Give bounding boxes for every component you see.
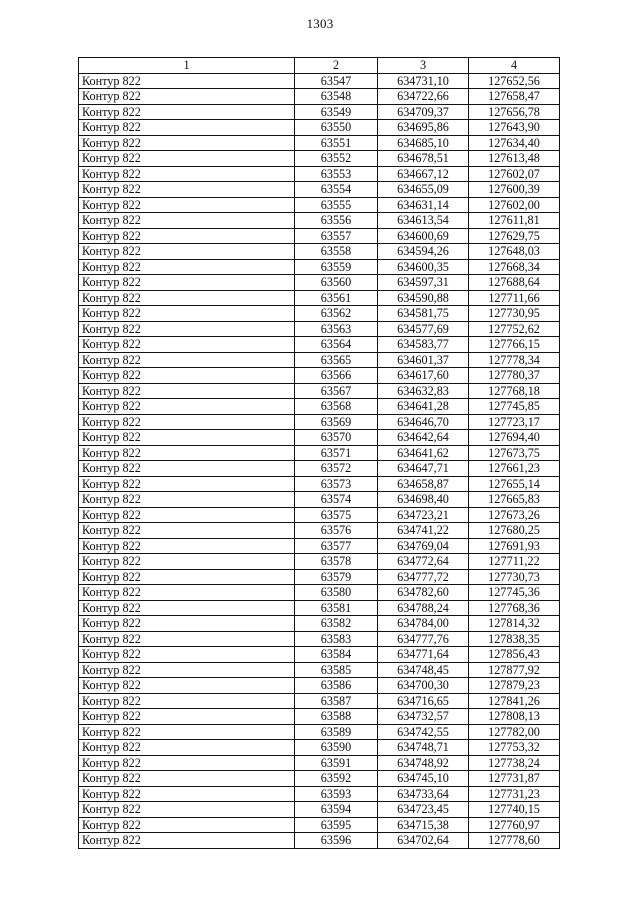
contour-name-cell: Контур 822 xyxy=(79,337,295,353)
contour-name-cell: Контур 822 xyxy=(79,786,295,802)
table-row xyxy=(79,678,560,694)
table-row xyxy=(79,569,560,585)
table-row xyxy=(79,538,560,554)
table-row xyxy=(79,507,560,523)
x-coordinate-cell: 634748,92 xyxy=(378,755,469,771)
table-row xyxy=(79,104,560,120)
y-coordinate-cell: 127760,97 xyxy=(469,817,560,833)
contour-name-cell: Контур 822 xyxy=(79,445,295,461)
table-row xyxy=(79,321,560,337)
point-number-cell: 63579 xyxy=(295,569,378,585)
contour-name-cell: Контур 822 xyxy=(79,631,295,647)
table-row xyxy=(79,755,560,771)
contour-name-cell: Контур 822 xyxy=(79,135,295,151)
y-coordinate-cell: 127745,36 xyxy=(469,585,560,601)
table-row xyxy=(79,693,560,709)
y-coordinate-cell: 127652,56 xyxy=(469,73,560,89)
x-coordinate-cell: 634642,64 xyxy=(378,430,469,446)
x-coordinate-cell: 634732,57 xyxy=(378,709,469,725)
contour-name-cell: Контур 822 xyxy=(79,73,295,89)
y-coordinate-cell: 127602,07 xyxy=(469,166,560,182)
x-coordinate-cell: 634597,31 xyxy=(378,275,469,291)
table-row xyxy=(79,151,560,167)
y-coordinate-cell: 127766,15 xyxy=(469,337,560,353)
y-coordinate-cell: 127643,90 xyxy=(469,120,560,136)
x-coordinate-cell: 634745,10 xyxy=(378,771,469,787)
point-number-cell: 63588 xyxy=(295,709,378,725)
y-coordinate-cell: 127656,78 xyxy=(469,104,560,120)
table-row xyxy=(79,662,560,678)
table-row xyxy=(79,337,560,353)
y-coordinate-cell: 127694,40 xyxy=(469,430,560,446)
point-number-cell: 63558 xyxy=(295,244,378,260)
x-coordinate-cell: 634748,71 xyxy=(378,740,469,756)
point-number-cell: 63559 xyxy=(295,259,378,275)
table-row xyxy=(79,383,560,399)
point-number-cell: 63581 xyxy=(295,600,378,616)
table-row xyxy=(79,786,560,802)
contour-name-cell: Контур 822 xyxy=(79,647,295,663)
x-coordinate-cell: 634594,26 xyxy=(378,244,469,260)
point-number-cell: 63566 xyxy=(295,368,378,384)
point-number-cell: 63568 xyxy=(295,399,378,415)
point-number-cell: 63583 xyxy=(295,631,378,647)
point-number-cell: 63589 xyxy=(295,724,378,740)
point-number-cell: 63576 xyxy=(295,523,378,539)
table-row xyxy=(79,182,560,198)
point-number-cell: 63561 xyxy=(295,290,378,306)
point-number-cell: 63593 xyxy=(295,786,378,802)
y-coordinate-cell: 127814,32 xyxy=(469,616,560,632)
table-row xyxy=(79,290,560,306)
table-row xyxy=(79,740,560,756)
table-row xyxy=(79,135,560,151)
contour-name-cell: Контур 822 xyxy=(79,430,295,446)
y-coordinate-cell: 127661,23 xyxy=(469,461,560,477)
contour-name-cell: Контур 822 xyxy=(79,259,295,275)
table-row xyxy=(79,197,560,213)
point-number-cell: 63580 xyxy=(295,585,378,601)
point-number-cell: 63567 xyxy=(295,383,378,399)
y-coordinate-cell: 127879,23 xyxy=(469,678,560,694)
table-row xyxy=(79,368,560,384)
x-coordinate-cell: 634655,09 xyxy=(378,182,469,198)
point-number-cell: 63562 xyxy=(295,306,378,322)
table-row xyxy=(79,523,560,539)
table-row xyxy=(79,476,560,492)
contour-name-cell: Контур 822 xyxy=(79,523,295,539)
x-coordinate-cell: 634722,66 xyxy=(378,89,469,105)
y-coordinate-cell: 127731,87 xyxy=(469,771,560,787)
table-row xyxy=(79,259,560,275)
x-coordinate-cell: 634731,10 xyxy=(378,73,469,89)
y-coordinate-cell: 127778,34 xyxy=(469,352,560,368)
y-coordinate-cell: 127778,60 xyxy=(469,833,560,849)
point-number-cell: 63557 xyxy=(295,228,378,244)
contour-name-cell: Контур 822 xyxy=(79,383,295,399)
table-row xyxy=(79,616,560,632)
x-coordinate-cell: 634700,30 xyxy=(378,678,469,694)
table-row xyxy=(79,554,560,570)
y-coordinate-cell: 127808,13 xyxy=(469,709,560,725)
y-coordinate-cell: 127723,17 xyxy=(469,414,560,430)
y-coordinate-cell: 127745,85 xyxy=(469,399,560,415)
table-row xyxy=(79,802,560,818)
contour-name-cell: Контур 822 xyxy=(79,151,295,167)
y-coordinate-cell: 127856,43 xyxy=(469,647,560,663)
column-header-1: 1 xyxy=(79,58,295,74)
x-coordinate-cell: 634771,64 xyxy=(378,647,469,663)
x-coordinate-cell: 634601,37 xyxy=(378,352,469,368)
x-coordinate-cell: 634772,64 xyxy=(378,554,469,570)
contour-name-cell: Контур 822 xyxy=(79,244,295,260)
contour-name-cell: Контур 822 xyxy=(79,709,295,725)
contour-name-cell: Контур 822 xyxy=(79,554,295,570)
y-coordinate-cell: 127673,26 xyxy=(469,507,560,523)
coordinates-table xyxy=(78,57,560,849)
y-coordinate-cell: 127688,64 xyxy=(469,275,560,291)
x-coordinate-cell: 634646,70 xyxy=(378,414,469,430)
x-coordinate-cell: 634631,14 xyxy=(378,197,469,213)
column-header-2: 2 xyxy=(295,58,378,74)
contour-name-cell: Контур 822 xyxy=(79,89,295,105)
contour-name-cell: Контур 822 xyxy=(79,399,295,415)
y-coordinate-cell: 127602,00 xyxy=(469,197,560,213)
y-coordinate-cell: 127730,73 xyxy=(469,569,560,585)
x-coordinate-cell: 634709,37 xyxy=(378,104,469,120)
contour-name-cell: Контур 822 xyxy=(79,492,295,508)
y-coordinate-cell: 127877,92 xyxy=(469,662,560,678)
point-number-cell: 63590 xyxy=(295,740,378,756)
point-number-cell: 63571 xyxy=(295,445,378,461)
point-number-cell: 63594 xyxy=(295,802,378,818)
table-row xyxy=(79,461,560,477)
contour-name-cell: Контур 822 xyxy=(79,182,295,198)
x-coordinate-cell: 634784,00 xyxy=(378,616,469,632)
x-coordinate-cell: 634577,69 xyxy=(378,321,469,337)
table-row xyxy=(79,430,560,446)
table-row xyxy=(79,833,560,849)
table-row xyxy=(79,771,560,787)
table-row xyxy=(79,492,560,508)
point-number-cell: 63548 xyxy=(295,89,378,105)
table-header-row xyxy=(79,58,560,74)
x-coordinate-cell: 634667,12 xyxy=(378,166,469,182)
contour-name-cell: Контур 822 xyxy=(79,476,295,492)
y-coordinate-cell: 127600,39 xyxy=(469,182,560,198)
contour-name-cell: Контур 822 xyxy=(79,321,295,337)
contour-name-cell: Контур 822 xyxy=(79,352,295,368)
y-coordinate-cell: 127753,32 xyxy=(469,740,560,756)
y-coordinate-cell: 127841,26 xyxy=(469,693,560,709)
contour-name-cell: Контур 822 xyxy=(79,461,295,477)
point-number-cell: 63549 xyxy=(295,104,378,120)
table-row xyxy=(79,213,560,229)
point-number-cell: 63551 xyxy=(295,135,378,151)
point-number-cell: 63577 xyxy=(295,538,378,554)
contour-name-cell: Контур 822 xyxy=(79,724,295,740)
x-coordinate-cell: 634583,77 xyxy=(378,337,469,353)
contour-name-cell: Контур 822 xyxy=(79,740,295,756)
table-row xyxy=(79,306,560,322)
contour-name-cell: Контур 822 xyxy=(79,833,295,849)
y-coordinate-cell: 127680,25 xyxy=(469,523,560,539)
point-number-cell: 63565 xyxy=(295,352,378,368)
table-row xyxy=(79,275,560,291)
point-number-cell: 63578 xyxy=(295,554,378,570)
table-row xyxy=(79,600,560,616)
x-coordinate-cell: 634741,22 xyxy=(378,523,469,539)
table-row xyxy=(79,817,560,833)
point-number-cell: 63554 xyxy=(295,182,378,198)
y-coordinate-cell: 127665,83 xyxy=(469,492,560,508)
x-coordinate-cell: 634641,28 xyxy=(378,399,469,415)
table-row xyxy=(79,166,560,182)
point-number-cell: 63582 xyxy=(295,616,378,632)
table-row xyxy=(79,585,560,601)
contour-name-cell: Контур 822 xyxy=(79,166,295,182)
table-row xyxy=(79,120,560,136)
point-number-cell: 63569 xyxy=(295,414,378,430)
table-row xyxy=(79,244,560,260)
y-coordinate-cell: 127658,47 xyxy=(469,89,560,105)
x-coordinate-cell: 634702,64 xyxy=(378,833,469,849)
y-coordinate-cell: 127613,48 xyxy=(469,151,560,167)
x-coordinate-cell: 634748,45 xyxy=(378,662,469,678)
y-coordinate-cell: 127648,03 xyxy=(469,244,560,260)
table-row xyxy=(79,73,560,89)
table-row xyxy=(79,414,560,430)
x-coordinate-cell: 634617,60 xyxy=(378,368,469,384)
y-coordinate-cell: 127668,34 xyxy=(469,259,560,275)
point-number-cell: 63572 xyxy=(295,461,378,477)
table-row xyxy=(79,647,560,663)
point-number-cell: 63575 xyxy=(295,507,378,523)
column-header-3: 3 xyxy=(378,58,469,74)
point-number-cell: 63573 xyxy=(295,476,378,492)
x-coordinate-cell: 634581,75 xyxy=(378,306,469,322)
page-number: 1303 xyxy=(306,16,334,31)
table-row xyxy=(79,445,560,461)
point-number-cell: 63584 xyxy=(295,647,378,663)
x-coordinate-cell: 634695,86 xyxy=(378,120,469,136)
x-coordinate-cell: 634632,83 xyxy=(378,383,469,399)
contour-name-cell: Контур 822 xyxy=(79,802,295,818)
table-row xyxy=(79,709,560,725)
contour-name-cell: Контур 822 xyxy=(79,228,295,244)
contour-name-cell: Контур 822 xyxy=(79,538,295,554)
y-coordinate-cell: 127738,24 xyxy=(469,755,560,771)
x-coordinate-cell: 634685,10 xyxy=(378,135,469,151)
x-coordinate-cell: 634590,88 xyxy=(378,290,469,306)
table-row xyxy=(79,228,560,244)
point-number-cell: 63592 xyxy=(295,771,378,787)
table-row xyxy=(79,399,560,415)
y-coordinate-cell: 127752,62 xyxy=(469,321,560,337)
y-coordinate-cell: 127629,75 xyxy=(469,228,560,244)
contour-name-cell: Контур 822 xyxy=(79,678,295,694)
x-coordinate-cell: 634777,72 xyxy=(378,569,469,585)
point-number-cell: 63564 xyxy=(295,337,378,353)
point-number-cell: 63550 xyxy=(295,120,378,136)
x-coordinate-cell: 634782,60 xyxy=(378,585,469,601)
table-row xyxy=(79,352,560,368)
point-number-cell: 63591 xyxy=(295,755,378,771)
contour-name-cell: Контур 822 xyxy=(79,120,295,136)
x-coordinate-cell: 634698,40 xyxy=(378,492,469,508)
contour-name-cell: Контур 822 xyxy=(79,213,295,229)
x-coordinate-cell: 634613,54 xyxy=(378,213,469,229)
point-number-cell: 63563 xyxy=(295,321,378,337)
contour-name-cell: Контур 822 xyxy=(79,306,295,322)
x-coordinate-cell: 634733,64 xyxy=(378,786,469,802)
y-coordinate-cell: 127780,37 xyxy=(469,368,560,384)
x-coordinate-cell: 634600,69 xyxy=(378,228,469,244)
point-number-cell: 63570 xyxy=(295,430,378,446)
x-coordinate-cell: 634769,04 xyxy=(378,538,469,554)
contour-name-cell: Контур 822 xyxy=(79,414,295,430)
x-coordinate-cell: 634658,87 xyxy=(378,476,469,492)
contour-name-cell: Контур 822 xyxy=(79,197,295,213)
point-number-cell: 63553 xyxy=(295,166,378,182)
point-number-cell: 63555 xyxy=(295,197,378,213)
contour-name-cell: Контур 822 xyxy=(79,569,295,585)
x-coordinate-cell: 634777,76 xyxy=(378,631,469,647)
y-coordinate-cell: 127673,75 xyxy=(469,445,560,461)
point-number-cell: 63595 xyxy=(295,817,378,833)
point-number-cell: 63596 xyxy=(295,833,378,849)
x-coordinate-cell: 634742,55 xyxy=(378,724,469,740)
x-coordinate-cell: 634788,24 xyxy=(378,600,469,616)
table-row xyxy=(79,724,560,740)
table-body xyxy=(79,73,560,848)
x-coordinate-cell: 634723,45 xyxy=(378,802,469,818)
x-coordinate-cell: 634647,71 xyxy=(378,461,469,477)
y-coordinate-cell: 127838,35 xyxy=(469,631,560,647)
point-number-cell: 63547 xyxy=(295,73,378,89)
x-coordinate-cell: 634715,38 xyxy=(378,817,469,833)
contour-name-cell: Контур 822 xyxy=(79,616,295,632)
contour-name-cell: Контур 822 xyxy=(79,662,295,678)
point-number-cell: 63587 xyxy=(295,693,378,709)
x-coordinate-cell: 634678,51 xyxy=(378,151,469,167)
contour-name-cell: Контур 822 xyxy=(79,693,295,709)
y-coordinate-cell: 127634,40 xyxy=(469,135,560,151)
column-header-4: 4 xyxy=(469,58,560,74)
point-number-cell: 63586 xyxy=(295,678,378,694)
contour-name-cell: Контур 822 xyxy=(79,600,295,616)
contour-name-cell: Контур 822 xyxy=(79,290,295,306)
y-coordinate-cell: 127740,15 xyxy=(469,802,560,818)
x-coordinate-cell: 634600,35 xyxy=(378,259,469,275)
contour-name-cell: Контур 822 xyxy=(79,104,295,120)
contour-name-cell: Контур 822 xyxy=(79,507,295,523)
y-coordinate-cell: 127655,14 xyxy=(469,476,560,492)
point-number-cell: 63556 xyxy=(295,213,378,229)
point-number-cell: 63585 xyxy=(295,662,378,678)
y-coordinate-cell: 127731,23 xyxy=(469,786,560,802)
contour-name-cell: Контур 822 xyxy=(79,368,295,384)
table-row xyxy=(79,89,560,105)
contour-name-cell: Контур 822 xyxy=(79,585,295,601)
y-coordinate-cell: 127768,18 xyxy=(469,383,560,399)
contour-name-cell: Контур 822 xyxy=(79,755,295,771)
contour-name-cell: Контур 822 xyxy=(79,771,295,787)
y-coordinate-cell: 127691,93 xyxy=(469,538,560,554)
point-number-cell: 63560 xyxy=(295,275,378,291)
point-number-cell: 63574 xyxy=(295,492,378,508)
y-coordinate-cell: 127711,66 xyxy=(469,290,560,306)
point-number-cell: 63552 xyxy=(295,151,378,167)
contour-name-cell: Контур 822 xyxy=(79,817,295,833)
x-coordinate-cell: 634641,62 xyxy=(378,445,469,461)
y-coordinate-cell: 127711,22 xyxy=(469,554,560,570)
contour-name-cell: Контур 822 xyxy=(79,275,295,291)
table-row xyxy=(79,631,560,647)
x-coordinate-cell: 634716,65 xyxy=(378,693,469,709)
y-coordinate-cell: 127782,00 xyxy=(469,724,560,740)
y-coordinate-cell: 127768,36 xyxy=(469,600,560,616)
y-coordinate-cell: 127611,81 xyxy=(469,213,560,229)
y-coordinate-cell: 127730,95 xyxy=(469,306,560,322)
x-coordinate-cell: 634723,21 xyxy=(378,507,469,523)
